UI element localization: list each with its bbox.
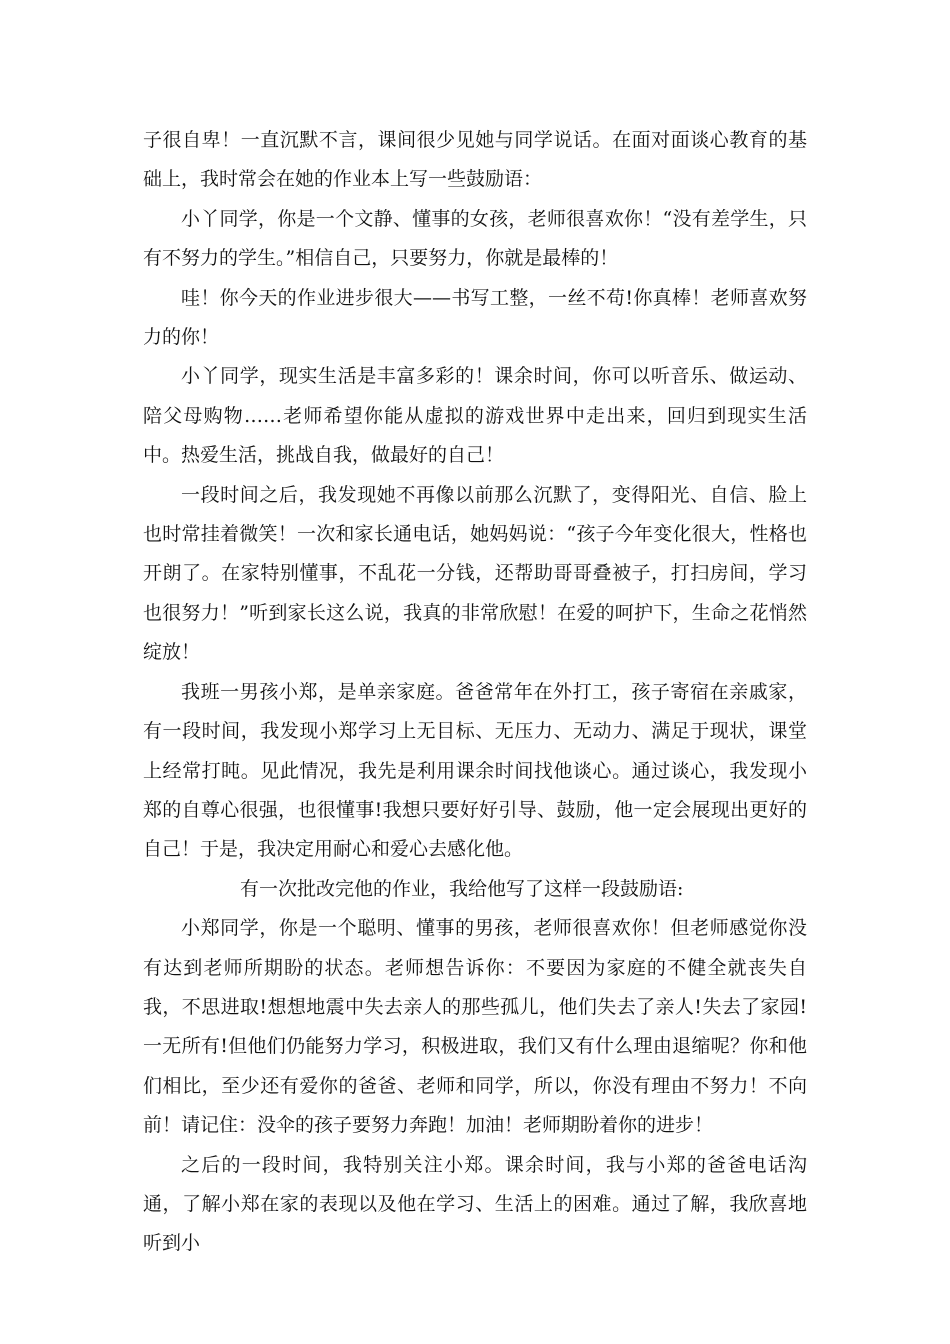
paragraph-encouragement-intro: 有一次批改完他的作业，我给他写了这样一段鼓励语:	[240, 877, 684, 900]
document-body	[143, 121, 807, 1264]
paragraph-encouragement-3: 小丫同学，现实生活是丰富多彩的！课余时间，你可以听音乐、做运动、陪父母购物……老师希望你能从虚拟的游戏世界中走出来，回归到现实生活中。热爱生活，挑战自我，做最好的自己！	[143, 365, 807, 467]
paragraph-result: 一段时间之后，我发现她不再像以前那么沉默了，变得阳光、自信、脸上也时常挂着微笑！一次和家长通电话，她妈妈说：“孩子今年变化很大，性格也开朗了。在家特别懂事，不乱花一分钱，还帮助哥哥叠被子，打扫房间，学习也很努力！”听到家长这么说，我真的非常欣慰！在爱的呵护下，生命之花悄然绽放！	[143, 483, 807, 664]
paragraph-encouragement-2: 哇！你今天的作业进步很大——书写工整，一丝不苟!你真棒！老师喜欢努力的你！	[143, 286, 807, 349]
paragraph-encouragement-1: 小丫同学，你是一个文静、懂事的女孩，老师很喜欢你！“没有差学生，只有不努力的学生。”相信自己，只要努力，你就是最棒的！	[143, 207, 807, 270]
paragraph-xiaozheng-intro: 我班一男孩小郑，是单亲家庭。爸爸常年在外打工，孩子寄宿在亲戚家，有一段时间，我发现小郑学习上无目标、无压力、无动力、满足于现状，课堂上经常打盹。见此情况，我先是利用课余时间找他谈心。通过谈心，我发现小郑的自尊心很强，也很懂事!我想只要好好引导、鼓励，他一定会展现出更好的自己！于是，我决定用耐心和爱心去感化他。	[143, 680, 807, 861]
paragraph-xiaozheng-encouragement: 小郑同学，你是一个聪明、懂事的男孩，老师很喜欢你！但老师感觉你没有达到老师所期盼的状态。老师想告诉你：不要因为家庭的不健全就丧失自我，不思进取!想想地震中失去亲人的那些孤儿，他们失去了亲人!失去了家园!一无所有!但他们仍能努力学习，积极进取，我们又有什么理由退缩呢？你和他们相比，至少还有爱你的爸爸、老师和同学，所以，你没有理由不努力！不向前！请记住：没伞的孩子要努力奔跑！加油！老师期盼着你的进步！	[143, 917, 807, 1137]
paragraph-followup: 之后的一段时间，我特别关注小郑。课余时间，我与小郑的爸爸电话沟通，了解小郑在家的表现以及他在学习、生活上的困难。通过了解，我欣喜地听到小	[143, 1153, 807, 1255]
paragraph-continuation: 子很自卑！一直沉默不言，课间很少见她与同学说话。在面对面谈心教育的基础上，我时常会在她的作业本上写一些鼓励语：	[143, 129, 807, 191]
